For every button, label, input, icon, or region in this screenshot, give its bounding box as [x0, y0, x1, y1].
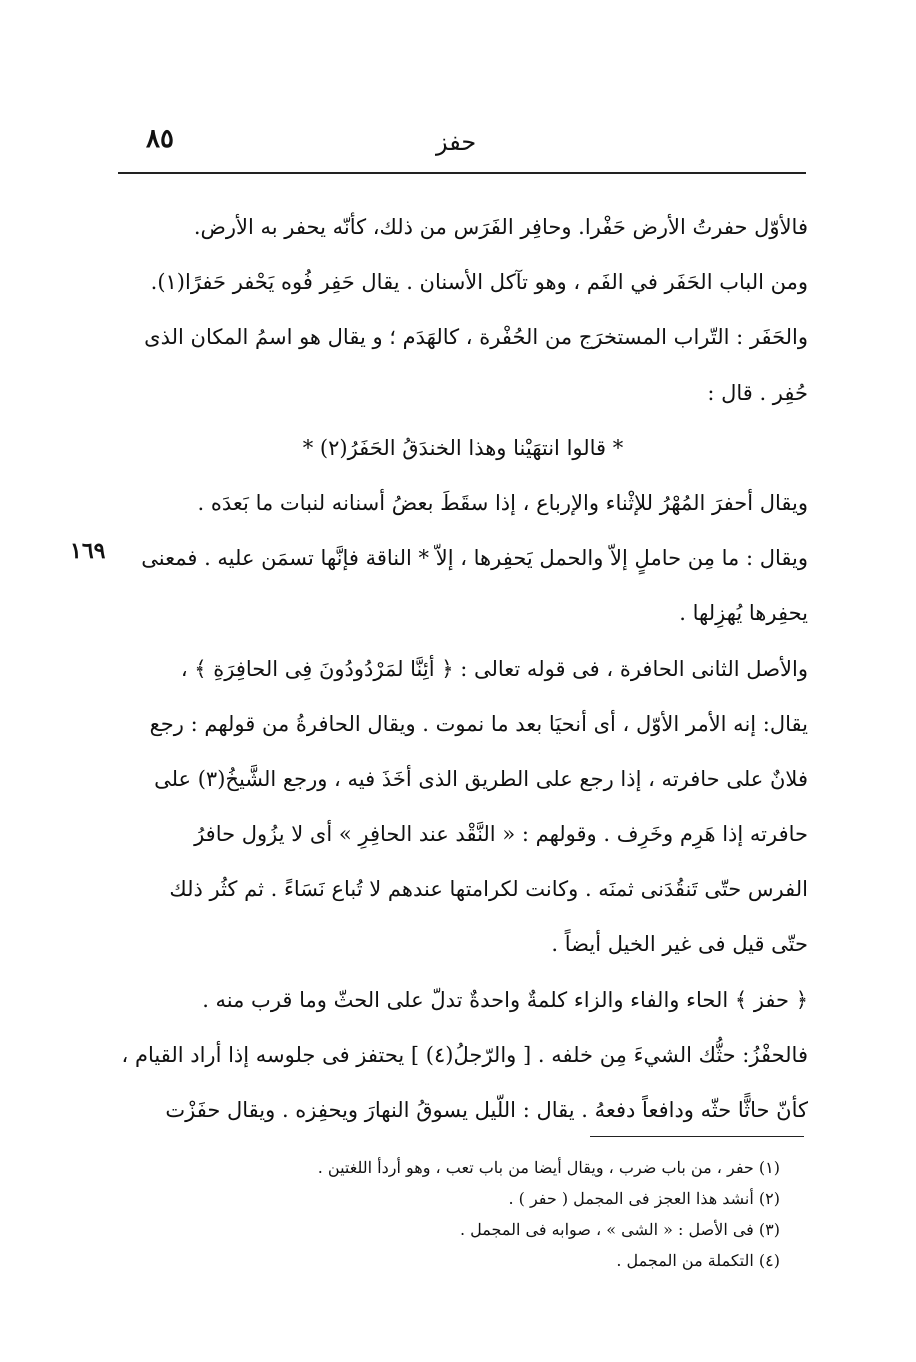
footnote-rule	[590, 1136, 804, 1137]
text-line: فلانٌ على حافرته ، إذا رجع على الطريق الذى أخَذَ فيه ، ورجع الشَّيخُ(٣) على	[154, 766, 808, 791]
text-line: حتّى قيل فى غير الخيل أيضاً .	[551, 932, 808, 957]
verse-line: * قالوا انتهَيْنا وهذا الخندَقُ الحَفَرُ(٢) *	[302, 435, 624, 460]
text-line: فالأوّل حفرتُ الأرض حَفْرا. وحافِر الفَرَس من ذلك، كأنّه يحفر به الأرض.	[193, 215, 808, 239]
footnote: (٤) التكملة من المجمل .	[616, 1251, 780, 1270]
running-head: حفز	[436, 128, 477, 156]
margin-page-reference: ١٦٩	[70, 538, 106, 564]
text-line: فالحفْزُ: حثُّك الشيءَ مِن خلفه . [ والرّجلُ(٤) ] يحتفز فى جلوسه إذا أراد القيام ،	[121, 1042, 808, 1067]
text-line: كأنّ حاثًّا حثّه ودافعاً دفعهُ . يقال : اللّيل يسوقُ النهارَ ويحفِزه . ويقال حفَزْت	[165, 1098, 808, 1122]
page-header	[116, 118, 806, 158]
header-rule	[118, 172, 806, 174]
text-line: حُفِر . قال :	[707, 380, 808, 405]
footnote: (٢) أنشد هذا العجز فى المجمل ( حفر ) .	[508, 1189, 780, 1208]
footnotes	[200, 1152, 780, 1276]
text-line: ومن الباب الحَفَر في الفَم ، وهو تآكل الأسنان . يقال حَفِر فُوه يَحْفر حَفرًا(١).	[150, 270, 808, 295]
page-number: ٨٥	[146, 124, 174, 154]
body-text	[118, 200, 808, 1138]
entry-heading-line: ﴿ حفز ﴾ الحاء والفاء والزاء كلمةٌ واحدةٌ تدلّ على الحثّ وما قرب منه .	[202, 987, 808, 1012]
text-line: والأصل الثانى الحافرة ، فى قوله تعالى : ﴿ أئِنَّا لمَرْدُودُونَ فِى الحافِرَةِ ﴾ ،	[180, 656, 808, 681]
text-line: يقال: إنه الأمر الأوّل ، أى أنحيَا بعد ما نموت . ويقال الحافرةُ من قولهم : رجع	[149, 711, 808, 736]
text-line: الفرس حتّى تَنقُدَنى ثمنَه . وكانت لكرامتها عندهم لا تُباع نَسَاءً . ثم كثُر ذلك	[169, 877, 808, 902]
footnote: (٣) فى الأصل : « الشى » ، صوابه فى المجمل .	[459, 1220, 780, 1239]
text-line: حافرته إذا هَرِم وخَرِف . وقولهم : « النَّقْد عند الحافِرِ » أى لا يزُول حافرُ	[194, 822, 808, 847]
text-line: ويقال أحفرَ المُهْرُ للإثْناء والإرباع ، إذا سقَطَ بعضُ أسنانه لنبات ما بَعدَه .	[197, 490, 808, 515]
text-line: يحفِرها يُهزِلها .	[679, 601, 808, 626]
text-line: ويقال : ما مِن حاملٍ إلاّ والحمل يَحفِرها ، إلاّ * الناقة فإنَّها تسمَن عليه . فمعنى	[141, 546, 808, 571]
text-line: والحَفَر : التّراب المستخرَج من الحُفْرة ، كالهَدَم ؛ و يقال هو اسمُ المكان الذى	[144, 325, 808, 350]
footnote: (١) حفر ، من باب ضرب ، ويقال أيضا من باب تعب ، وهو أردأ اللغتين .	[317, 1158, 780, 1177]
